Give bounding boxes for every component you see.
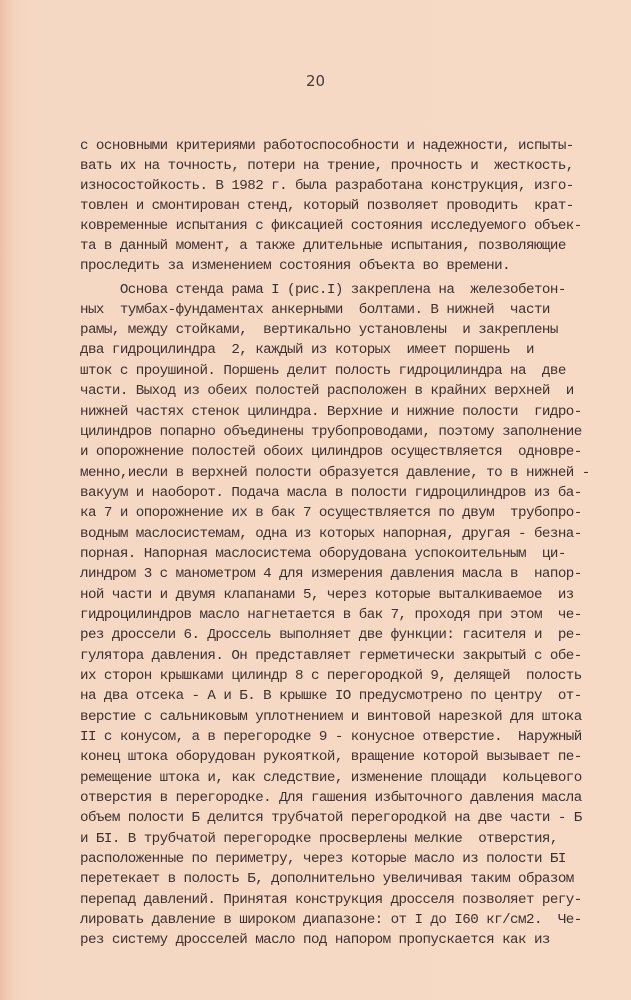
text-line: рез систему дросселей масло под напором пропускается как из <box>80 932 550 948</box>
text-line: ных тумбах-фундаментах анкерными болтами. В нижней части <box>80 302 550 318</box>
text-line: и опорожнение полостей обоих цилиндров осуществляется одновре- <box>80 444 582 460</box>
text-line: цилиндров попарно объединены трубопроводами, поэтому заполнение <box>80 424 582 440</box>
text-line: Основа стенда рама I (рис.I) закреплена на железобетон- <box>80 282 566 298</box>
text-line: гулятора давления. Он представляет герметически закрытый с обе- <box>80 648 582 664</box>
text-line: отверстия в перегородке. Для гашения избыточного давления масла <box>80 790 582 806</box>
page-number: 20 <box>305 72 326 90</box>
text-line: расположенные по периметру, через которые масло из полости БI <box>80 851 566 867</box>
text-line: износостойкость. В 1982 г. была разработана конструкция, изго- <box>80 178 574 194</box>
text-line: II с конусом, а в перегородке 9 - конусное отверстие. Наружный <box>80 729 582 745</box>
text-line: объем полости Б делится трубчатой перегородкой на две части - Б <box>80 810 582 826</box>
text-line: части. Выход из обеих полостей расположен в крайних верхней и <box>80 383 574 399</box>
text-line: конец штока оборудован рукояткой, вращение которой вызывает пе- <box>80 749 582 765</box>
text-line: проследить за изменением состояния объекта во времени. <box>80 258 511 274</box>
text-line: их сторон крышками цилиндр 8 с перегородкой 9, делящей полость <box>80 668 582 684</box>
text-line: ремещение штока и, как следствие, изменение площади кольцевого <box>80 770 582 786</box>
text-line: лировать давление в широком диапазоне: от I до I60 кг/см2. Че- <box>80 912 582 928</box>
text-line: вакуум и наоборот. Подача масла в полости гидроцилиндров из ба- <box>80 485 582 501</box>
text-line: линдром 3 с манометром 4 для измерения давления масла в напор- <box>80 566 582 582</box>
text-line: с основными критериями работоспособности и надежности, испыты- <box>80 138 574 154</box>
text-line: рез дроссели 6. Дроссель выполняет две функции: гасителя и ре- <box>80 627 582 643</box>
text-line: перепад давлений. Принятая конструкция дросселя позволяет регу- <box>80 892 582 908</box>
text-line: водным маслосистемам, одна из которых напорная, другая - безна- <box>80 526 582 542</box>
text-line: на два отсека - А и Б. В крышке IО предусмотрено по центру от- <box>80 688 582 704</box>
text-line: вать их на точность, потери на трение, прочность и жесткость, <box>80 158 574 174</box>
text-line: перетекает в полость Б, дополнительно увеличивая таким образом <box>80 871 574 887</box>
text-line: шток с проушиной. Поршень делит полость гидроцилиндра на две <box>80 363 566 379</box>
text-line: менно,иесли в верхней полости образуется давление, то в нижней - <box>80 465 590 481</box>
text-line: порная. Напорная маслосистема оборудована успокоительным ци- <box>80 546 566 562</box>
text-line: ковременные испытания с фиксацией состояния исследуемого объек- <box>80 218 582 234</box>
text-line: и БI. В трубчатой перегородке просверлены мелкие отверстия, <box>80 831 558 847</box>
text-line: рамы, между стойками, вертикально установлены и закреплены <box>80 322 558 338</box>
text-line: нижней частях стенок цилиндра. Верхние и нижние полости гидро- <box>80 404 582 420</box>
text-line: верстие с сальниковым уплотнением и винтовой нарезкой для штока <box>80 709 582 725</box>
text-line: гидроцилиндров масло нагнетается в бак 7, проходя при этом че- <box>80 607 582 623</box>
text-line: ной части и двумя клапанами 5, через которые выталкиваемое из <box>80 587 574 603</box>
text-line: та в данный момент, а также длительные испытания, позволяющие <box>80 238 566 254</box>
text-line: товлен и смонтирован стенд, который позволяет проводить крат- <box>80 198 574 214</box>
text-line: ка 7 и опорожнение их в бак 7 осуществляется по двум трубопро- <box>80 505 582 521</box>
text-line: два гидроцилиндра 2, каждый из которых имеет поршень и <box>80 342 534 358</box>
